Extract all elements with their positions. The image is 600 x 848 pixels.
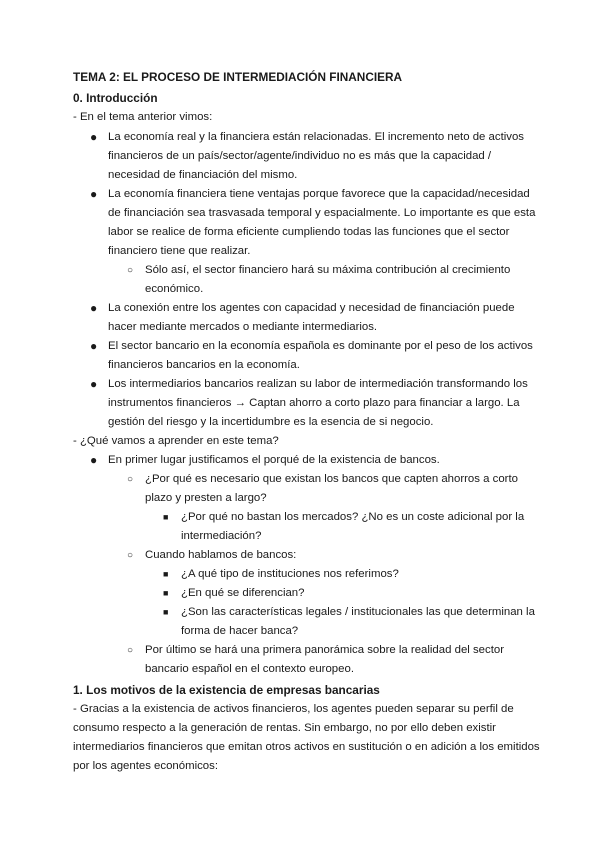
sub-bullet-circle: ○ <box>127 265 134 276</box>
bullet-dot: ● <box>90 301 98 315</box>
bullet-dot: ● <box>90 187 98 201</box>
sub-sub-bullet-text: forma de hacer banca? <box>181 625 299 637</box>
sub-bullet-text: Por último se hará una primera panorámica sobre la realidad del sector <box>145 644 504 656</box>
paragraph-line: - Gracias a la existencia de activos financieros, los agentes pueden separar su perfil de <box>73 703 514 715</box>
sub-bullet-circle: ○ <box>127 474 134 485</box>
sub-sub-bullet-text: ¿En qué se diferencian? <box>181 587 305 599</box>
bullet-text: hacer mediante mercados o mediante intermediarios. <box>108 321 378 333</box>
question-line: - ¿Qué vamos a aprender en este tema? <box>73 435 279 447</box>
sub-bullet-text: plazo y presten a largo? <box>145 492 267 504</box>
sub-bullet-circle: ○ <box>127 645 134 656</box>
section-heading-motivos: 1. Los motivos de la existencia de empresas bancarias <box>73 683 380 697</box>
sub-sub-bullet-text: ¿Por qué no bastan los mercados? ¿No es un coste adicional por la <box>181 511 525 523</box>
square-bullet: ■ <box>163 607 169 617</box>
bullet-text: Los intermediarios bancarios realizan su labor de intermediación transformando los <box>108 378 528 390</box>
sub-bullet-text: bancario español en el contexto europeo. <box>145 663 354 675</box>
bullet-dot: ● <box>90 453 98 467</box>
sub-bullet-text: económico. <box>145 283 204 295</box>
paragraph-line: intermediarios financieros que emitan otros activos en sustitución o en adición a los emitidos <box>73 741 540 753</box>
sub-bullet-text: Cuando hablamos de bancos: <box>145 549 297 561</box>
section-heading-introduccion: 0. Introducción <box>73 91 158 105</box>
square-bullet: ■ <box>163 588 169 598</box>
bullet-text: financiero tiene que realizar. <box>108 245 251 257</box>
sub-sub-bullet-text: ¿A qué tipo de instituciones nos referimos? <box>181 568 399 580</box>
paragraph-line: consumo respecto a la generación de rentas. Sin embargo, no por ello deben existir <box>73 722 496 734</box>
bullet-text: La conexión entre los agentes con capacidad y necesidad de financiación puede <box>108 302 515 314</box>
bullet-text: La economía real y la financiera están relacionadas. El incremento neto de activos <box>108 131 524 143</box>
sub-bullet-text: ¿Por qué es necesario que existan los bancos que capten ahorros a corto <box>145 473 518 485</box>
bullet-dot: ● <box>90 130 98 144</box>
sub-sub-bullet-text: intermediación? <box>181 530 262 542</box>
bullet-text: labor se realice de forma eficiente cumpliendo todas las funciones que el sector <box>108 226 510 238</box>
square-bullet: ■ <box>163 569 169 579</box>
bullet-text: instrumentos financieros → Captan ahorro a corto plazo para financiar a largo. La <box>108 397 520 409</box>
bullet-text: gestión del riesgo y la incertidumbre es la esencia de si negocio. <box>108 416 434 428</box>
sub-sub-bullet-text: ¿Son las características legales / institucionales las que determinan la <box>181 606 535 618</box>
bullet-text: La economía financiera tiene ventajas porque favorece que la capacidad/necesidad <box>108 188 530 200</box>
bullet-text: necesidad de financiación del mismo. <box>108 169 298 181</box>
bullet-dot: ● <box>90 339 98 353</box>
bullet-text: de financiación sea trasvasada temporal y espacialmente. Lo importante es que esta <box>108 207 536 219</box>
document-title: TEMA 2: EL PROCESO DE INTERMEDIACIÓN FINANCIERA <box>73 70 403 84</box>
intro-line: - En el tema anterior vimos: <box>73 111 213 123</box>
sub-bullet-text: Sólo así, el sector financiero hará su máxima contribución al crecimiento <box>145 264 511 276</box>
bullet-text: En primer lugar justificamos el porqué de la existencia de bancos. <box>108 454 440 466</box>
bullet-dot: ● <box>90 377 98 391</box>
sub-bullet-circle: ○ <box>127 550 134 561</box>
square-bullet: ■ <box>163 512 169 522</box>
bullet-text: El sector bancario en la economía española es dominante por el peso de los activos <box>108 340 533 352</box>
bullet-text: financieros bancarios en la economía. <box>108 359 300 371</box>
paragraph-line: por los agentes económicos: <box>73 760 218 772</box>
bullet-text: financieros de un país/sector/agente/individuo no es más que la capacidad / <box>108 150 492 162</box>
